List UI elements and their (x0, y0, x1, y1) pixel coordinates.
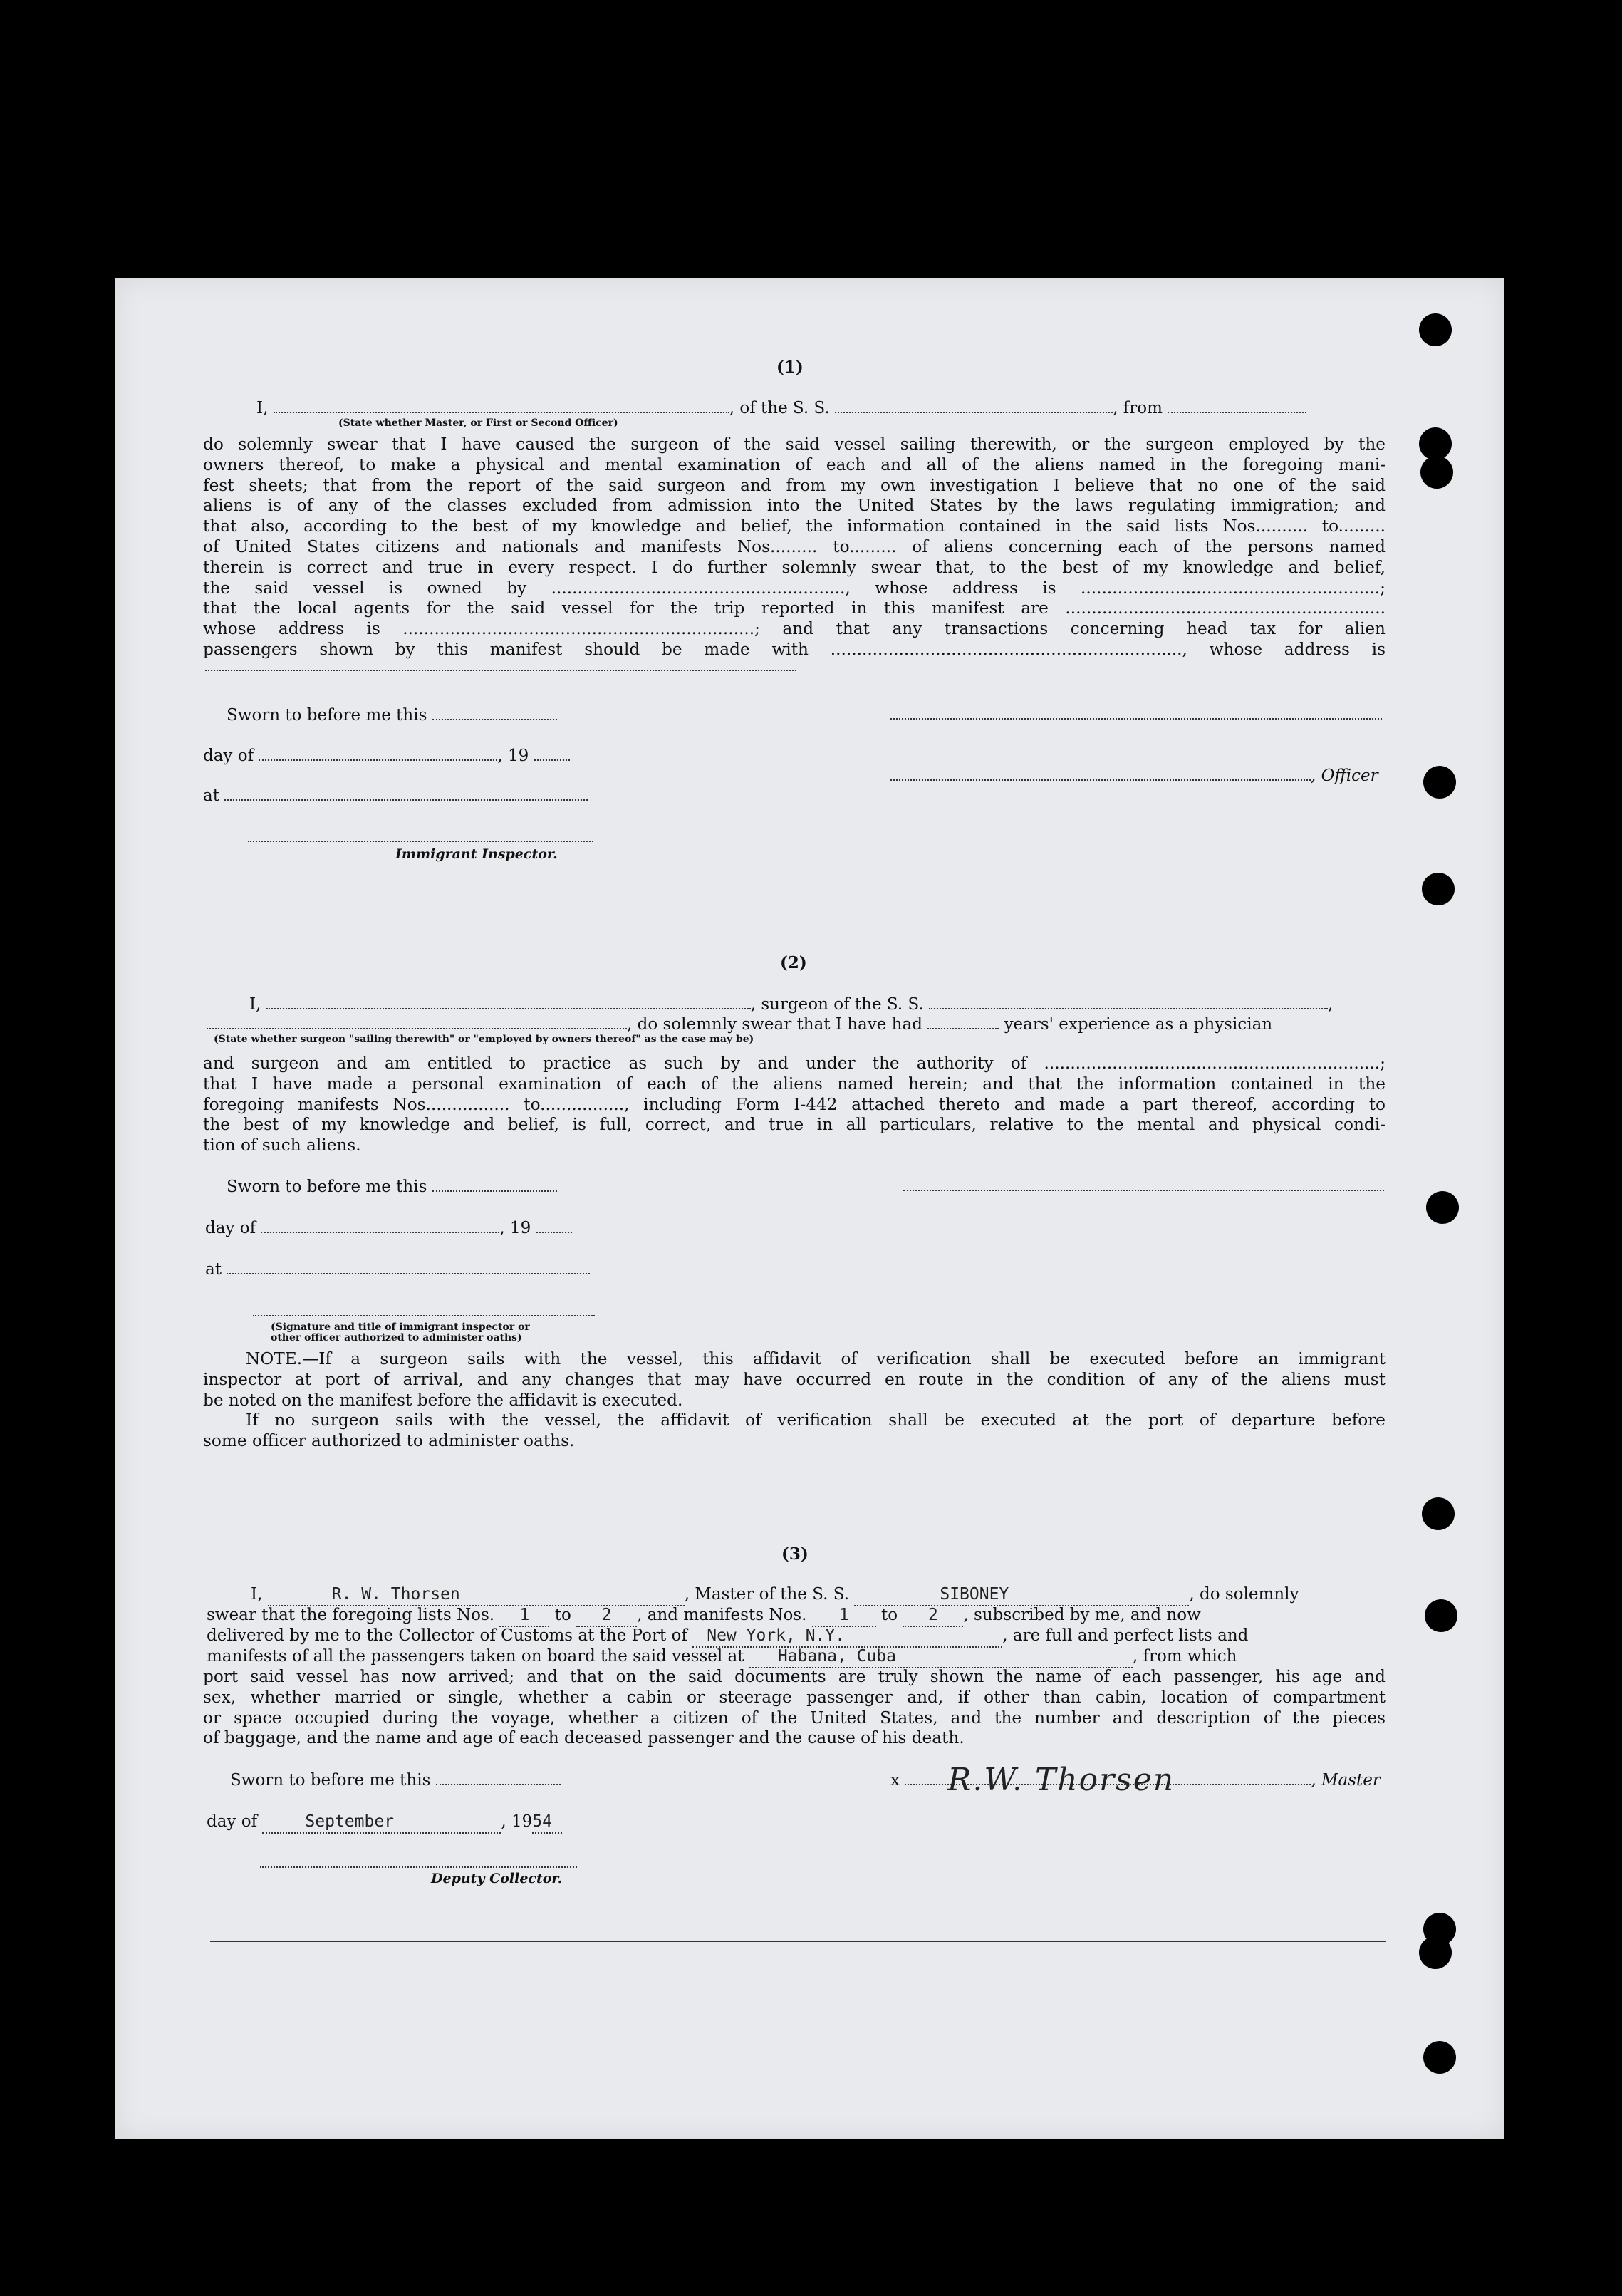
verifier-caption: other officer authorized to administer oaths) (271, 1332, 522, 1344)
year-field (534, 747, 570, 761)
day-of-line-3 (207, 1812, 562, 1834)
ship-name-field: SIBONEY (854, 1584, 1189, 1606)
body-line: do solemnly swear that I have caused the surgeon of the said vessel sailing therewith, or the surgeon employed by the (203, 435, 1386, 454)
officer-signature-field (890, 767, 1311, 781)
delivered-label: delivered by me to the Collector of Customs at the Port of (207, 1626, 687, 1645)
binder-hole (1419, 1936, 1452, 1969)
sworn-line-3 (230, 1770, 561, 1791)
note-line: inspector at port of arrival, and any changes that may have occurred en route in the condition of any of the aliens must (203, 1369, 1386, 1389)
body-line: the said vessel is owned by ........................................................, whose address is .........................................................; (203, 578, 1386, 598)
year-field (536, 1219, 572, 1233)
master-label: , Master (1311, 1771, 1381, 1789)
officer-label: , Officer (1311, 767, 1378, 785)
ship-name-field (835, 399, 1113, 413)
at-line-2 (205, 1259, 590, 1280)
officer-signature-line-top (890, 718, 1382, 720)
binder-hole (1420, 456, 1453, 489)
ship-label: , of the S. S. (729, 399, 830, 417)
body-line: port said vessel has now arrived; and that on the said documents are truly shown the name of each passenger, his age and (203, 1667, 1386, 1686)
at-field (227, 1260, 590, 1274)
day-of-label: day of (203, 747, 254, 765)
section-3-port-line (207, 1626, 1248, 1648)
year-label: , 19 (497, 747, 529, 765)
section-1-body (203, 435, 1386, 660)
body-line: of baggage, and the name and age of each deceased passenger and the cause of his death. (203, 1728, 965, 1748)
binder-hole (1425, 1599, 1457, 1632)
master-signature-line (890, 1762, 1381, 1798)
binder-hole (1422, 1497, 1455, 1530)
inspector-caption: Immigrant Inspector. (395, 846, 558, 862)
from-which-label: , from which (1132, 1647, 1237, 1666)
body-line: or space occupied during the voyage, whether a citizen of the United States, and the number and description of the pieces (203, 1708, 1386, 1728)
officer-rank-field (274, 399, 729, 413)
verifier-signature-line (253, 1315, 595, 1316)
section-3-lists-line (207, 1605, 1201, 1627)
body-line: tion of such aliens. (203, 1136, 361, 1155)
sworn-label: Sworn to before me this (230, 1771, 431, 1789)
day-field (261, 1219, 499, 1233)
surgeon-ship-field (929, 995, 1328, 1009)
at-label: at (205, 1260, 222, 1279)
subscribed-label: , subscribed by me, and now (963, 1606, 1201, 1624)
manifests-from-field: 1 (812, 1605, 876, 1627)
section-2-number: (2) (780, 953, 807, 972)
day-of-line-1 (203, 746, 570, 767)
departure-port-field: Habana, Cuba (749, 1646, 1133, 1668)
body-line: that I have made a personal examination of each of the aliens named herein; and that the information contained in the (203, 1074, 1386, 1094)
day-of-line-2 (205, 1218, 572, 1239)
collector-caption: Deputy Collector. (431, 1871, 563, 1886)
section-2-oath-line: I, , surgeon of the S. S. , (249, 995, 1334, 1014)
sworn-label: Sworn to before me this (227, 1178, 427, 1196)
surgeon-name-field (266, 995, 751, 1009)
officer-signature-line (890, 766, 1378, 786)
lists-from-field: 1 (499, 1605, 549, 1627)
officer-caption: (State whether Master, or First or Second Officer) (338, 417, 618, 429)
collector-signature-line (260, 1866, 577, 1868)
to-label: to (881, 1606, 898, 1624)
verifier-caption: (Signature and title of immigrant inspector or (271, 1321, 530, 1333)
full-perfect-label: , are full and perfect lists and (1002, 1626, 1249, 1645)
surgeon-signature-line (903, 1190, 1384, 1191)
arrival-port-field: New York, N.Y. (692, 1626, 1002, 1648)
body-line: whose address is ...................................................................; and that any transactions concerning head tax for alien (203, 619, 1386, 639)
address-continuation-line (205, 670, 796, 671)
body-line: aliens is of any of the classes excluded from admission into the United States by the laws regulating immigration; and (203, 496, 1386, 516)
year-label: , 19 (499, 1219, 531, 1237)
at-label: at (203, 786, 219, 805)
body-line: fest sheets; that from the report of the said surgeon and from my own investigation I believe that no one of the said (203, 475, 1386, 495)
at-field (224, 786, 588, 801)
oath-start: I, (249, 995, 261, 1014)
surgeon-of-label: , surgeon of the S. S. (750, 995, 924, 1014)
note-line: some officer authorized to administer oaths. (203, 1431, 575, 1451)
body-line: passengers shown by this manifest should be made with ..................................................................., whose address is (203, 639, 1386, 659)
day-of-label: day of (207, 1812, 258, 1831)
master-of-label: , Master of the S. S. (684, 1585, 850, 1604)
master-name-field: R. W. Thorsen (268, 1584, 685, 1606)
swear-label: , do solemnly swear that I have had (627, 1015, 922, 1034)
section-2-experience-line (207, 1014, 1272, 1035)
lists-to-field: 2 (576, 1605, 637, 1627)
oath-start: I, (256, 399, 269, 417)
section-1-number: (1) (776, 358, 804, 377)
body-line: that the local agents for the said vessel for the trip reported in this manifest are ............................................................. (203, 598, 1386, 618)
section-2-body (203, 1054, 1386, 1156)
binder-hole (1423, 766, 1456, 799)
section-2-note (203, 1349, 1386, 1452)
body-line: owners thereof, to make a physical and mental examination of each and all of the aliens named in the foregoing mani- (203, 454, 1386, 474)
bleed-through-text: ​ (250, 356, 251, 380)
from-port-field (1168, 399, 1306, 413)
note-line: If no surgeon sails with the vessel, the affidavit of verification shall be executed at the port of departure before (246, 1411, 1386, 1430)
day-of-label: day of (205, 1219, 256, 1237)
lists-label: swear that the foregoing lists Nos. (207, 1606, 495, 1624)
manifests-to-field: 2 (903, 1605, 963, 1627)
to-label: to (554, 1606, 571, 1624)
years-field (927, 1015, 999, 1029)
body-line: sex, whether married or single, whether a cabin or steerage passenger and, if other than cabin, location of compartment (203, 1687, 1386, 1707)
from-label: , from (1113, 399, 1163, 417)
sworn-line-1 (227, 705, 557, 726)
section-3-departure-line (207, 1646, 1237, 1668)
surgeon-type-field (207, 1015, 627, 1029)
experience-label: years' experience as a physician (1004, 1015, 1273, 1034)
manifests-label: , and manifests Nos. (637, 1606, 807, 1624)
year-field: 54 (532, 1812, 562, 1834)
surgeon-caption: (State whether surgeon "sailing therewith" or "employed by owners thereof" as the case may be) (214, 1034, 754, 1045)
section-3-body (203, 1667, 1386, 1749)
body-line: the best of my knowledge and belief, is full, correct, and true in all particulars, relative to the mental and physical condi- (203, 1115, 1386, 1135)
year-label: , 19 (501, 1812, 533, 1831)
master-signature: R.W. Thorsen (947, 1762, 1175, 1798)
month-field: September (262, 1812, 501, 1834)
binder-hole (1422, 873, 1455, 905)
manifests-taken-label: manifests of all the passengers taken on board the said vessel at (207, 1647, 744, 1666)
binder-hole (1423, 2041, 1456, 2074)
sworn-line-2 (227, 1177, 557, 1198)
section-3-number: (3) (781, 1544, 809, 1564)
day-field (259, 747, 497, 761)
body-line: therein is correct and true in every respect. I do further solemnly swear that, to the best of my knowledge and belief, (203, 557, 1386, 577)
do-solemnly-label: , do solemnly (1189, 1585, 1299, 1604)
binder-hole (1419, 313, 1452, 346)
sworn-date-field (432, 706, 557, 720)
section-3-master-line (251, 1584, 1299, 1606)
sworn-date-field (432, 1178, 557, 1192)
body-line: that also, according to the best of my knowledge and belief, the information contained in the said lists Nos.......... to......... (203, 516, 1386, 536)
body-line: foregoing manifests Nos................ to................, including Form I-442 attached thereto and made a part thereof, according to (203, 1094, 1386, 1114)
sworn-date-field (436, 1771, 561, 1785)
at-line-1 (203, 786, 588, 806)
sworn-label: Sworn to before me this (227, 706, 427, 724)
inspector-signature-line (248, 841, 593, 842)
x-mark: x (890, 1771, 900, 1789)
body-line: of United States citizens and nationals and manifests Nos......... to......... of aliens concerning each of the persons named (203, 536, 1386, 556)
section-1-oath-line (256, 398, 1306, 419)
binder-hole (1426, 1191, 1459, 1224)
bottom-rule (210, 1941, 1386, 1942)
oath-start: I, (251, 1585, 263, 1604)
body-line: and surgeon and am entitled to practice as such by and under the authority of ................................................................; (203, 1054, 1386, 1073)
note-line: NOTE.—If a surgeon sails with the vessel, this affidavit of verification shall be executed before an immigrant (246, 1349, 1386, 1368)
master-signature-field (905, 1762, 1311, 1798)
note-line: be noted on the manifest before the affidavit is executed. (203, 1390, 683, 1410)
